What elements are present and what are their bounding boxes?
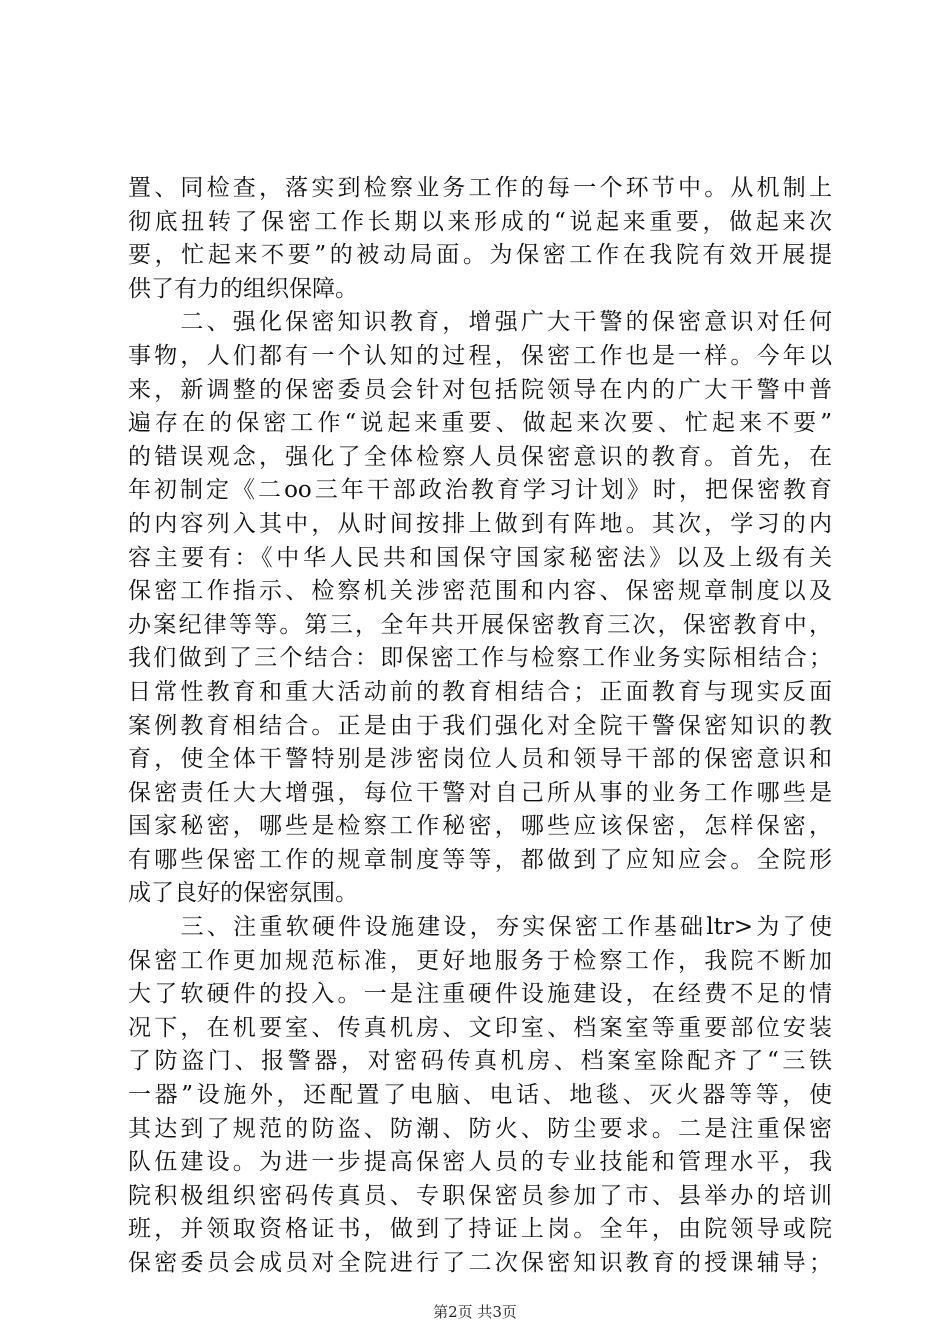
text-line: 况下，在机要室、传真机房、文印室、档案室等重要部位安装 [128,1014,832,1041]
text-line: 了防盗门、报警器，对密码传真机房、档案室除配齐了“三铁 [128,1048,832,1075]
text-line: 我们做到了三个结合：即保密工作与检察工作业务实际相结合； [128,645,832,672]
text-line: 的内容列入其中，从时间按排上做到有阵地。其次，学习的内 [128,510,832,537]
text-line: 育，使全体干警特别是涉密岗位人员和领导干部的保密意识和 [128,746,832,773]
text-line: 二、强化保密知识教育，增强广大干警的保密意识对任何 [128,309,832,336]
text-line: 事物，人们都有一个认知的过程，保密工作也是一样。今年以 [128,342,832,369]
text-line: 案例教育相结合。正是由于我们强化对全院干警保密知识的教 [128,712,832,739]
text-line: 保密委员会成员对全院进行了二次保密知识教育的授课辅导； [128,1250,832,1276]
text-line: 容主要有：《中华人民共和国保守国家秘密法》以及上级有关 [128,544,832,571]
text-line: 其达到了规范的防盗、防潮、防火、防尘要求。二是注重保密 [128,1115,832,1142]
text-line: 成了良好的保密氛围。 [128,880,358,907]
text-line: 置、同检查，落实到检察业务工作的每一个环节中。从机制上 [128,175,832,201]
text-line: 来，新调整的保密委员会针对包括院领导在内的广大干警中普 [128,376,832,403]
text-line: 彻底扭转了保密工作长期以来形成的“说起来重要，做起来次 [128,208,832,235]
text-line: 办案纪律等等。第三，全年共开展保密教育三次，保密教育中， [128,611,832,638]
text-line: 遍存在的保密工作“说起来重要、做起来次要、忙起来不要” [128,410,832,437]
page-footer: 第2页 共3页 [433,1303,517,1321]
text-line: 大了软硬件的投入。一是注重硬件设施建设，在经费不足的情 [128,981,832,1008]
text-line: 保密工作指示、检察机关涉密范围和内容、保密规章制度以及 [128,578,832,605]
text-line: 保密工作更加规范标准，更好地服务于检察工作，我院不断加 [128,947,832,974]
text-line: 保密责任大大增强，每位干警对自己所从事的业务工作哪些是 [128,779,832,806]
text-line: 供了有力的组织保障。 [128,275,358,302]
text-line: 要，忙起来不要”的被动局面。为保密工作在我院有效开展提 [128,242,832,269]
text-line: 班，并领取资格证书，做到了持证上岗。全年，由院领导或院 [128,1216,832,1243]
text-line: 院积极组织密码传真员、专职保密员参加了市、县举办的培训 [128,1182,832,1209]
text-line: 国家秘密，哪些是检察工作秘密，哪些应该保密，怎样保密， [128,813,832,840]
text-line: 队伍建设。为进一步提高保密人员的专业技能和管理水平，我 [128,1149,832,1176]
text-line: 有哪些保密工作的规章制度等等，都做到了应知应会。全院形 [128,846,832,873]
text-line: 三、注重软硬件设施建设，夯实保密工作基础ltr>为了使 [128,914,832,941]
text-line: 的错误观念，强化了全体检察人员保密意识的教育。首先，在 [128,443,832,470]
body-text [128,172,832,1281]
text-line: 日常性教育和重大活动前的教育相结合；正面教育与现实反面 [128,678,832,705]
text-line: 一器”设施外，还配置了电脑、电话、地毯、灭火器等等，使 [128,1082,832,1109]
text-line: 年初制定《二oo三年干部政治教育学习计划》时，把保密教育 [128,477,832,504]
